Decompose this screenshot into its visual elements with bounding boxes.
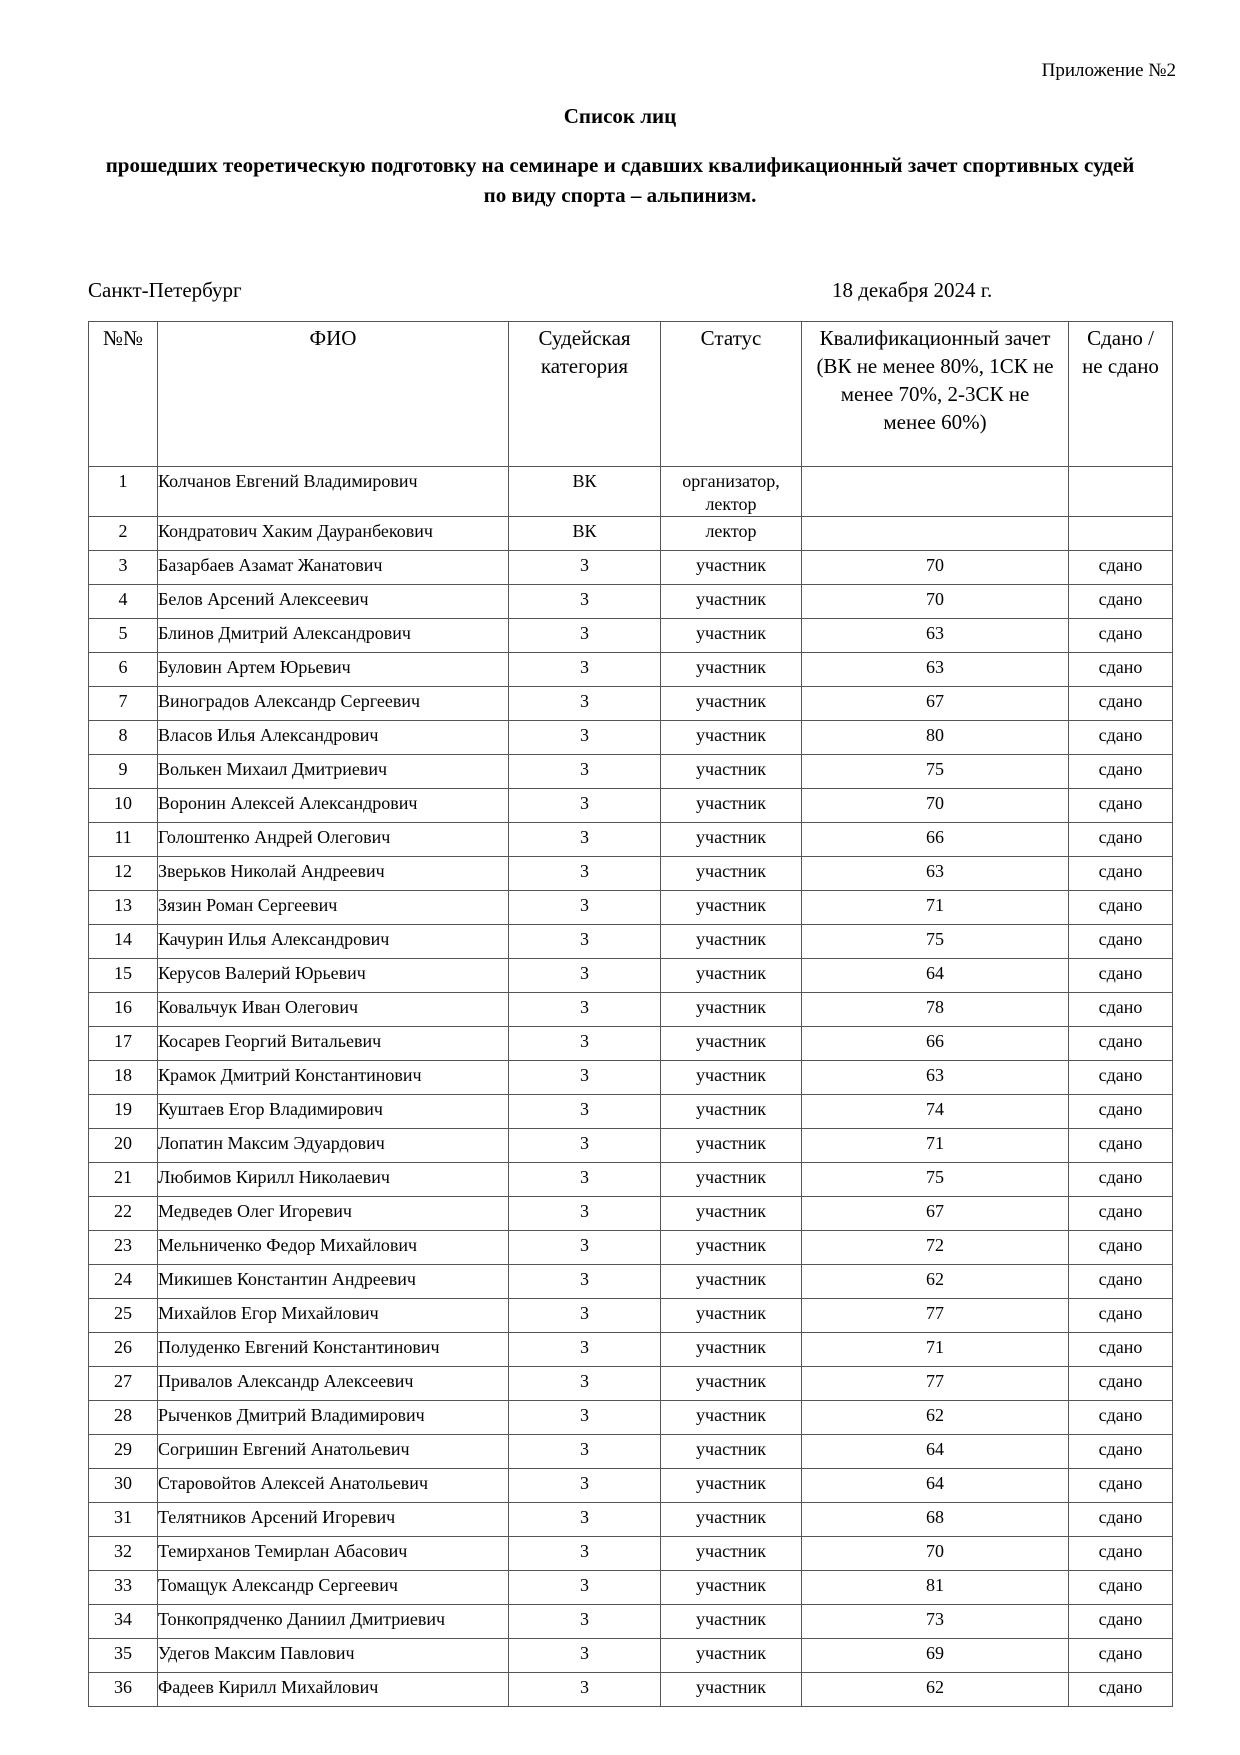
table-body — [89, 467, 1173, 1707]
table-row — [89, 551, 1173, 585]
row-number: 36 — [89, 1673, 158, 1707]
row-number: 3 — [89, 551, 158, 585]
participant-status: участник — [661, 687, 802, 721]
row-number: 17 — [89, 1027, 158, 1061]
table-row — [89, 467, 1173, 517]
participants-table — [88, 321, 1173, 1707]
test-result: сдано — [1069, 1299, 1173, 1333]
participant-name: Зязин Роман Сергеевич — [158, 891, 509, 925]
table-row — [89, 1061, 1173, 1095]
table-row — [89, 891, 1173, 925]
test-score: 81 — [802, 1571, 1069, 1605]
table-row — [89, 1231, 1173, 1265]
participant-name: Медведев Олег Игоревич — [158, 1197, 509, 1231]
test-score: 78 — [802, 993, 1069, 1027]
row-number: 9 — [89, 755, 158, 789]
document-subtitle: прошедших теоретическую подготовку на семинаре и сдавших квалификационный зачет спортивных судей по виду спорта – альпинизм. — [105, 153, 1135, 207]
row-number: 28 — [89, 1401, 158, 1435]
participant-name: Блинов Дмитрий Александрович — [158, 619, 509, 653]
judge-category: ВК — [509, 517, 661, 551]
participant-status: участник — [661, 857, 802, 891]
participant-name: Воронин Алексей Александрович — [158, 789, 509, 823]
table-row — [89, 619, 1173, 653]
test-score: 68 — [802, 1503, 1069, 1537]
test-score: 77 — [802, 1367, 1069, 1401]
row-number: 31 — [89, 1503, 158, 1537]
participant-name: Волькен Михаил Дмитриевич — [158, 755, 509, 789]
row-number: 4 — [89, 585, 158, 619]
table-row — [89, 1605, 1173, 1639]
participant-status: участник — [661, 721, 802, 755]
table-row — [89, 789, 1173, 823]
test-result: сдано — [1069, 1265, 1173, 1299]
participant-status: участник — [661, 1197, 802, 1231]
participant-status: участник — [661, 1503, 802, 1537]
table-row — [89, 1163, 1173, 1197]
table-header-row — [89, 322, 1173, 467]
participant-status: участник — [661, 1163, 802, 1197]
test-result: сдано — [1069, 993, 1173, 1027]
row-number: 15 — [89, 959, 158, 993]
test-score: 66 — [802, 1027, 1069, 1061]
participant-status: участник — [661, 959, 802, 993]
test-result: сдано — [1069, 823, 1173, 857]
test-score — [802, 467, 1069, 517]
test-result: сдано — [1069, 1401, 1173, 1435]
participant-status: участник — [661, 1605, 802, 1639]
test-result: сдано — [1069, 1537, 1173, 1571]
participant-status: участник — [661, 551, 802, 585]
test-result: сдано — [1069, 653, 1173, 687]
table-row — [89, 857, 1173, 891]
participant-name: Михайлов Егор Михайлович — [158, 1299, 509, 1333]
participant-status: организатор, лектор — [661, 467, 802, 517]
judge-category: 3 — [509, 1537, 661, 1571]
test-result: сдано — [1069, 1469, 1173, 1503]
test-result: сдано — [1069, 857, 1173, 891]
participant-name: Буловин Артем Юрьевич — [158, 653, 509, 687]
participant-name: Рыченков Дмитрий Владимирович — [158, 1401, 509, 1435]
test-result: сдано — [1069, 1435, 1173, 1469]
participant-status: участник — [661, 1333, 802, 1367]
participant-name: Согришин Евгений Анатольевич — [158, 1435, 509, 1469]
test-result: сдано — [1069, 1367, 1173, 1401]
test-result: сдано — [1069, 551, 1173, 585]
table-row — [89, 1435, 1173, 1469]
table-row — [89, 1095, 1173, 1129]
test-result: сдано — [1069, 891, 1173, 925]
judge-category: 3 — [509, 551, 661, 585]
table-row — [89, 517, 1173, 551]
participant-status: участник — [661, 1265, 802, 1299]
table-row — [89, 1571, 1173, 1605]
participant-status: участник — [661, 925, 802, 959]
participant-status: участник — [661, 1639, 802, 1673]
row-number: 16 — [89, 993, 158, 1027]
test-score: 71 — [802, 891, 1069, 925]
test-result — [1069, 517, 1173, 551]
test-result: сдано — [1069, 925, 1173, 959]
test-result: сдано — [1069, 619, 1173, 653]
test-result: сдано — [1069, 1639, 1173, 1673]
table-row — [89, 653, 1173, 687]
participant-status: участник — [661, 1401, 802, 1435]
table-row — [89, 585, 1173, 619]
row-number: 1 — [89, 467, 158, 517]
participant-name: Косарев Георгий Витальевич — [158, 1027, 509, 1061]
appendix-label: Приложение №2 — [1041, 60, 1176, 81]
test-score: 73 — [802, 1605, 1069, 1639]
table-row — [89, 1503, 1173, 1537]
judge-category: 3 — [509, 1061, 661, 1095]
test-result: сдано — [1069, 1129, 1173, 1163]
table-row — [89, 1299, 1173, 1333]
participant-name: Колчанов Евгений Владимирович — [158, 467, 509, 517]
judge-category: 3 — [509, 1435, 661, 1469]
test-result: сдано — [1069, 789, 1173, 823]
judge-category: 3 — [509, 891, 661, 925]
row-number: 5 — [89, 619, 158, 653]
judge-category: 3 — [509, 619, 661, 653]
test-score: 62 — [802, 1673, 1069, 1707]
column-header-qualification-test: Квалификационный зачет (ВК не менее 80%, 1СК не менее 70%, 2-3СК не менее 60%) — [802, 322, 1069, 467]
judge-category: 3 — [509, 687, 661, 721]
test-score: 62 — [802, 1265, 1069, 1299]
table-row — [89, 1265, 1173, 1299]
test-score: 75 — [802, 755, 1069, 789]
column-header-number: №№ — [89, 322, 158, 467]
test-score: 71 — [802, 1333, 1069, 1367]
participant-status: участник — [661, 1673, 802, 1707]
table-row — [89, 1673, 1173, 1707]
judge-category: 3 — [509, 585, 661, 619]
test-score: 71 — [802, 1129, 1069, 1163]
participant-name: Привалов Александр Алексеевич — [158, 1367, 509, 1401]
participant-status: участник — [661, 1129, 802, 1163]
test-score: 70 — [802, 551, 1069, 585]
participant-name: Крамок Дмитрий Константинович — [158, 1061, 509, 1095]
test-score: 63 — [802, 653, 1069, 687]
test-score: 77 — [802, 1299, 1069, 1333]
judge-category: 3 — [509, 1027, 661, 1061]
participant-name: Темирханов Темирлан Абасович — [158, 1537, 509, 1571]
row-number: 20 — [89, 1129, 158, 1163]
participant-status: участник — [661, 1435, 802, 1469]
test-score: 64 — [802, 959, 1069, 993]
participant-name: Белов Арсений Алексеевич — [158, 585, 509, 619]
row-number: 22 — [89, 1197, 158, 1231]
test-result: сдано — [1069, 755, 1173, 789]
row-number: 33 — [89, 1571, 158, 1605]
row-number: 10 — [89, 789, 158, 823]
table-row — [89, 1469, 1173, 1503]
participant-name: Лопатин Максим Эдуардович — [158, 1129, 509, 1163]
row-number: 13 — [89, 891, 158, 925]
table-row — [89, 925, 1173, 959]
judge-category: 3 — [509, 1673, 661, 1707]
column-header-name: ФИО — [158, 322, 509, 467]
test-result: сдано — [1069, 1333, 1173, 1367]
test-result: сдано — [1069, 1571, 1173, 1605]
judge-category: 3 — [509, 823, 661, 857]
test-result: сдано — [1069, 687, 1173, 721]
participant-status: участник — [661, 1231, 802, 1265]
participant-name: Тонкопрядченко Даниил Дмитриевич — [158, 1605, 509, 1639]
judge-category: 3 — [509, 857, 661, 891]
test-score: 66 — [802, 823, 1069, 857]
test-score: 72 — [802, 1231, 1069, 1265]
row-number: 29 — [89, 1435, 158, 1469]
participant-status: участник — [661, 1027, 802, 1061]
judge-category: 3 — [509, 1503, 661, 1537]
test-score: 63 — [802, 1061, 1069, 1095]
participant-status: участник — [661, 891, 802, 925]
test-result: сдано — [1069, 1095, 1173, 1129]
test-score: 75 — [802, 925, 1069, 959]
row-number: 18 — [89, 1061, 158, 1095]
participant-name: Ковальчук Иван Олегович — [158, 993, 509, 1027]
row-number: 24 — [89, 1265, 158, 1299]
test-score: 62 — [802, 1401, 1069, 1435]
participant-name: Микишев Константин Андреевич — [158, 1265, 509, 1299]
participant-status: участник — [661, 585, 802, 619]
row-number: 14 — [89, 925, 158, 959]
row-number: 34 — [89, 1605, 158, 1639]
test-score: 69 — [802, 1639, 1069, 1673]
participant-status: лектор — [661, 517, 802, 551]
test-result: сдано — [1069, 1503, 1173, 1537]
table-row — [89, 755, 1173, 789]
row-number: 7 — [89, 687, 158, 721]
test-score: 70 — [802, 585, 1069, 619]
test-score: 67 — [802, 687, 1069, 721]
judge-category: 3 — [509, 1367, 661, 1401]
column-header-result: Сдано / не сдано — [1069, 322, 1173, 467]
test-score: 70 — [802, 1537, 1069, 1571]
judge-category: 3 — [509, 1299, 661, 1333]
row-number: 21 — [89, 1163, 158, 1197]
table-row — [89, 993, 1173, 1027]
judge-category: 3 — [509, 755, 661, 789]
participant-status: участник — [661, 653, 802, 687]
judge-category: 3 — [509, 1469, 661, 1503]
participant-status: участник — [661, 619, 802, 653]
document-title: Список лиц — [563, 104, 677, 128]
row-number: 12 — [89, 857, 158, 891]
row-number: 30 — [89, 1469, 158, 1503]
row-number: 26 — [89, 1333, 158, 1367]
test-result: сдано — [1069, 1231, 1173, 1265]
participant-status: участник — [661, 1061, 802, 1095]
row-number: 6 — [89, 653, 158, 687]
row-number: 11 — [89, 823, 158, 857]
participant-status: участник — [661, 1571, 802, 1605]
table-row — [89, 1639, 1173, 1673]
participant-name: Зверьков Николай Андреевич — [158, 857, 509, 891]
row-number: 2 — [89, 517, 158, 551]
participant-name: Кондратович Хаким Дауранбекович — [158, 517, 509, 551]
test-result: сдано — [1069, 585, 1173, 619]
test-result: сдано — [1069, 959, 1173, 993]
judge-category: 3 — [509, 1231, 661, 1265]
judge-category: 3 — [509, 1095, 661, 1129]
participant-status: участник — [661, 1299, 802, 1333]
participant-status: участник — [661, 789, 802, 823]
test-result: сдано — [1069, 1197, 1173, 1231]
test-score: 75 — [802, 1163, 1069, 1197]
participant-status: участник — [661, 1537, 802, 1571]
row-number: 35 — [89, 1639, 158, 1673]
participant-name: Власов Илья Александрович — [158, 721, 509, 755]
participant-name: Телятников Арсений Игоревич — [158, 1503, 509, 1537]
participant-status: участник — [661, 993, 802, 1027]
test-score: 67 — [802, 1197, 1069, 1231]
participant-name: Полуденко Евгений Константинович — [158, 1333, 509, 1367]
participant-name: Мельниченко Федор Михайлович — [158, 1231, 509, 1265]
test-score: 64 — [802, 1469, 1069, 1503]
participant-name: Фадеев Кирилл Михайлович — [158, 1673, 509, 1707]
test-score: 80 — [802, 721, 1069, 755]
participant-name: Виноградов Александр Сергеевич — [158, 687, 509, 721]
test-result — [1069, 467, 1173, 517]
row-number: 27 — [89, 1367, 158, 1401]
table-row — [89, 1537, 1173, 1571]
participant-name: Голоштенко Андрей Олегович — [158, 823, 509, 857]
participant-name: Удегов Максим Павлович — [158, 1639, 509, 1673]
test-score: 63 — [802, 857, 1069, 891]
judge-category: 3 — [509, 959, 661, 993]
judge-category: 3 — [509, 1333, 661, 1367]
table-row — [89, 1367, 1173, 1401]
judge-category: 3 — [509, 925, 661, 959]
judge-category: 3 — [509, 789, 661, 823]
judge-category: 3 — [509, 1129, 661, 1163]
participant-name: Томащук Александр Сергеевич — [158, 1571, 509, 1605]
table-row — [89, 721, 1173, 755]
judge-category: 3 — [509, 653, 661, 687]
participant-name: Качурин Илья Александрович — [158, 925, 509, 959]
judge-category: 3 — [509, 1265, 661, 1299]
test-result: сдано — [1069, 1605, 1173, 1639]
table-row — [89, 1333, 1173, 1367]
city: Санкт-Петербург — [88, 278, 242, 302]
table-row — [89, 1197, 1173, 1231]
test-score: 74 — [802, 1095, 1069, 1129]
participant-name: Керусов Валерий Юрьевич — [158, 959, 509, 993]
test-score: 64 — [802, 1435, 1069, 1469]
test-result: сдано — [1069, 1027, 1173, 1061]
row-number: 23 — [89, 1231, 158, 1265]
row-number: 25 — [89, 1299, 158, 1333]
judge-category: 3 — [509, 993, 661, 1027]
test-result: сдано — [1069, 1061, 1173, 1095]
participant-name: Старовойтов Алексей Анатольевич — [158, 1469, 509, 1503]
participant-name: Любимов Кирилл Николаевич — [158, 1163, 509, 1197]
participant-status: участник — [661, 755, 802, 789]
participant-name: Базарбаев Азамат Жанатович — [158, 551, 509, 585]
table-row — [89, 1401, 1173, 1435]
judge-category: 3 — [509, 1197, 661, 1231]
test-score: 70 — [802, 789, 1069, 823]
participant-name: Куштаев Егор Владимирович — [158, 1095, 509, 1129]
participant-status: участник — [661, 823, 802, 857]
table-row — [89, 823, 1173, 857]
test-score — [802, 517, 1069, 551]
judge-category: ВК — [509, 467, 661, 517]
test-result: сдано — [1069, 1163, 1173, 1197]
judge-category: 3 — [509, 1163, 661, 1197]
test-result: сдано — [1069, 721, 1173, 755]
participant-status: участник — [661, 1095, 802, 1129]
participant-status: участник — [661, 1367, 802, 1401]
row-number: 19 — [89, 1095, 158, 1129]
test-result: сдано — [1069, 1673, 1173, 1707]
judge-category: 3 — [509, 1605, 661, 1639]
judge-category: 3 — [509, 721, 661, 755]
document-date: 18 декабря 2024 г. — [832, 278, 993, 302]
judge-category: 3 — [509, 1571, 661, 1605]
table-row — [89, 959, 1173, 993]
row-number: 8 — [89, 721, 158, 755]
test-score: 63 — [802, 619, 1069, 653]
table-row — [89, 1027, 1173, 1061]
column-header-status: Статус — [661, 322, 802, 467]
table-row — [89, 1129, 1173, 1163]
judge-category: 3 — [509, 1401, 661, 1435]
table-row — [89, 687, 1173, 721]
column-header-category: Судейская категория — [509, 322, 661, 467]
participant-status: участник — [661, 1469, 802, 1503]
judge-category: 3 — [509, 1639, 661, 1673]
row-number: 32 — [89, 1537, 158, 1571]
